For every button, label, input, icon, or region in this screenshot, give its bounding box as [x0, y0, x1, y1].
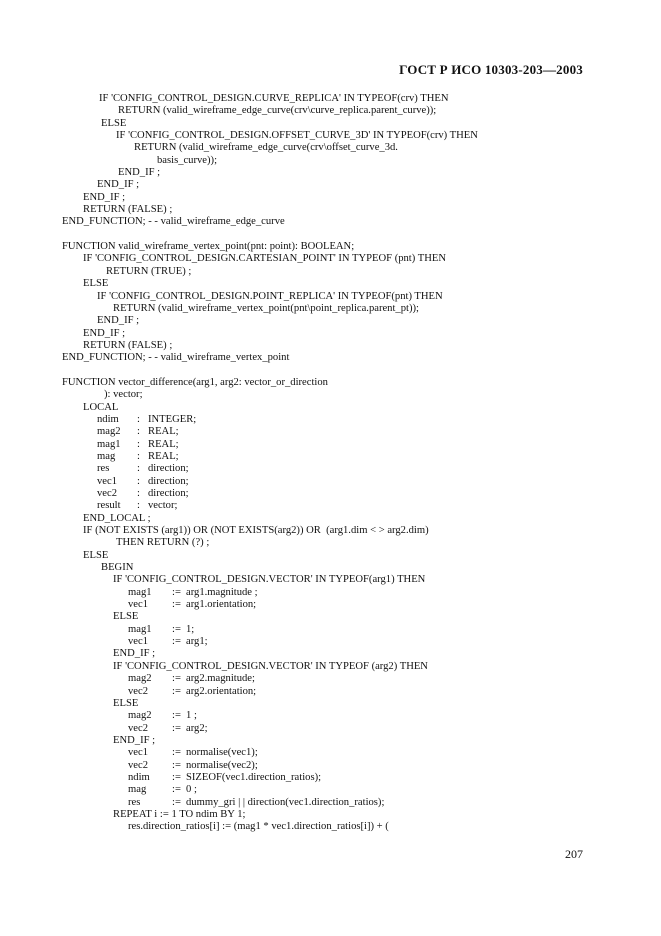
variable-value: REAL; — [148, 426, 179, 438]
variable-name: mag2 — [97, 426, 121, 438]
code-line — [0, 587, 661, 599]
code-text: END_IF ; — [113, 734, 156, 746]
assignment-operator: : — [137, 488, 140, 499]
code-text: END_IF ; — [113, 648, 156, 660]
code-line — [0, 760, 661, 772]
assignment-operator: := — [172, 685, 181, 697]
code-line — [0, 661, 661, 673]
variable-name: mag — [97, 450, 116, 462]
variable-name: vec1 — [97, 475, 117, 487]
code-line — [0, 624, 661, 636]
code-line — [0, 389, 661, 401]
variable-value: direction; — [148, 475, 189, 487]
code-text: ELSE — [101, 117, 127, 129]
code-line — [0, 599, 661, 611]
code-text: END_FUNCTION; - - valid_wireframe_edge_curve — [62, 216, 285, 228]
code-line — [0, 525, 661, 537]
variable-value: arg1.magnitude ; — [186, 586, 258, 598]
assignment-operator: := — [172, 771, 181, 783]
code-line — [0, 291, 661, 303]
variable-name: vec1 — [128, 636, 148, 648]
code-text: RETURN (FALSE) ; — [83, 339, 173, 351]
code-line — [0, 402, 661, 414]
code-line — [0, 315, 661, 327]
code-text: IF 'CONFIG_CONTROL_DESIGN.CURVE_REPLICA' IN TYPEOF(crv) THEN — [99, 93, 449, 104]
code-line — [0, 426, 661, 438]
assignment-operator: := — [172, 759, 181, 771]
code-line — [0, 809, 661, 821]
code-text: END_IF ; — [83, 327, 126, 339]
assignment-operator: := — [172, 599, 181, 611]
code-line — [0, 179, 661, 191]
code-text: RETURN (valid_wireframe_edge_curve(crv\curve_replica.parent_curve)); — [118, 105, 437, 117]
variable-name: vec2 — [128, 685, 148, 697]
code-text: REPEAT i := 1 TO ndim BY 1; — [113, 808, 246, 820]
variable-name: mag1 — [128, 623, 152, 635]
variable-value: arg1; — [186, 636, 208, 648]
code-text: ELSE — [83, 278, 109, 290]
code-line — [0, 118, 661, 130]
code-line — [0, 142, 661, 154]
variable-name: vec2 — [128, 759, 148, 771]
code-line — [0, 772, 661, 784]
code-line — [0, 784, 661, 796]
code-text: basis_curve)); — [157, 154, 218, 166]
assignment-operator: := — [172, 796, 181, 808]
code-text: RETURN (FALSE) ; — [83, 204, 173, 216]
code-line — [0, 673, 661, 685]
code-line — [0, 377, 661, 389]
code-text: res.direction_ratios[i] := (mag1 * vec1.direction_ratios[i]) + ( — [128, 821, 389, 833]
assignment-operator: : — [137, 438, 140, 450]
code-line — [0, 278, 661, 290]
variable-value: dummy_gri | | direction(vec1.direction_ratios); — [186, 796, 385, 808]
code-text: END_IF ; — [118, 167, 161, 179]
code-text: IF 'CONFIG_CONTROL_DESIGN.OFFSET_CURVE_3D' IN TYPEOF(crv) THEN — [116, 130, 478, 142]
code-line — [0, 241, 661, 253]
variable-name: result — [97, 500, 121, 512]
code-line — [0, 686, 661, 698]
variable-value: 1; — [186, 623, 195, 635]
code-line — [0, 253, 661, 265]
assignment-operator: : — [137, 450, 140, 462]
code-line — [0, 328, 661, 340]
code-line — [0, 611, 661, 623]
page-number: 207 — [565, 847, 583, 861]
variable-value: normalise(vec2); — [186, 759, 258, 771]
code-line — [0, 537, 661, 549]
code-text: IF 'CONFIG_CONTROL_DESIGN.CARTESIAN_POINT' IN TYPEOF (pnt) THEN — [83, 253, 446, 265]
variable-name: ndim — [97, 413, 119, 425]
assignment-operator: := — [172, 636, 181, 648]
code-line — [0, 155, 661, 167]
code-line — [0, 414, 661, 426]
code-listing — [0, 93, 661, 834]
code-text: ELSE — [113, 611, 139, 623]
variable-name: res — [128, 796, 141, 808]
variable-value: INTEGER; — [148, 413, 197, 425]
code-text: THEN RETURN (?) ; — [116, 537, 210, 549]
variable-name: ndim — [128, 771, 150, 783]
assignment-operator: := — [172, 784, 181, 796]
variable-value: REAL; — [148, 450, 179, 462]
assignment-operator: : — [137, 426, 140, 438]
variable-value: arg2.orientation; — [186, 685, 257, 697]
variable-name: vec2 — [128, 722, 148, 734]
code-text: IF 'CONFIG_CONTROL_DESIGN.VECTOR' IN TYPEOF (arg2) THEN — [113, 660, 428, 672]
variable-name: vec1 — [128, 747, 148, 759]
code-line — [0, 500, 661, 512]
code-line — [0, 192, 661, 204]
code-text: FUNCTION valid_wireframe_vertex_point(pnt: point): BOOLEAN; — [62, 241, 355, 253]
code-line — [0, 723, 661, 735]
code-text: ELSE — [83, 549, 109, 561]
code-text: ): vector; — [104, 389, 143, 401]
code-line — [0, 340, 661, 352]
code-line — [0, 93, 661, 105]
blank-line — [0, 229, 661, 241]
assignment-operator: := — [172, 722, 181, 734]
blank-line — [0, 365, 661, 377]
code-text: END_IF ; — [97, 315, 140, 327]
code-line — [0, 636, 661, 648]
code-text: ELSE — [113, 697, 139, 709]
variable-value: direction; — [148, 488, 189, 499]
variable-value: 0 ; — [186, 784, 197, 796]
assignment-operator: := — [172, 673, 181, 685]
variable-name: res — [97, 463, 110, 475]
code-line — [0, 130, 661, 142]
variable-value: direction; — [148, 463, 189, 475]
code-text: RETURN (TRUE) ; — [106, 265, 192, 277]
code-text: RETURN (valid_wireframe_vertex_point(pnt\point_replica.parent_pt)); — [113, 302, 419, 314]
code-line — [0, 797, 661, 809]
code-line — [0, 648, 661, 660]
code-text: IF 'CONFIG_CONTROL_DESIGN.VECTOR' IN TYPEOF(arg1) THEN — [113, 574, 426, 586]
code-line — [0, 105, 661, 117]
code-line — [0, 488, 661, 500]
variable-value: SIZEOF(vec1.direction_ratios); — [186, 771, 322, 783]
variable-value: 1 ; — [186, 710, 197, 722]
assignment-operator: := — [172, 623, 181, 635]
variable-name: mag1 — [97, 438, 121, 450]
assignment-operator: := — [172, 747, 181, 759]
variable-name: mag — [128, 784, 147, 796]
variable-value: normalise(vec1); — [186, 747, 258, 759]
variable-value: arg1.orientation; — [186, 599, 257, 611]
code-text: END_LOCAL ; — [83, 512, 151, 524]
variable-name: mag2 — [128, 673, 152, 685]
variable-name: vec1 — [128, 599, 148, 611]
assignment-operator: := — [172, 586, 181, 598]
variable-value: REAL; — [148, 438, 179, 450]
variable-value: vector; — [148, 500, 178, 512]
variable-name: vec2 — [97, 488, 117, 499]
code-text: BEGIN — [101, 562, 134, 574]
assignment-operator: : — [137, 413, 140, 425]
code-line — [0, 562, 661, 574]
code-line — [0, 266, 661, 278]
code-line — [0, 352, 661, 364]
code-line — [0, 303, 661, 315]
code-text: END_FUNCTION; - - valid_wireframe_vertex_point — [62, 352, 290, 364]
code-line — [0, 463, 661, 475]
code-line — [0, 513, 661, 525]
code-text: LOCAL — [83, 401, 119, 413]
code-line — [0, 476, 661, 488]
document-header: ГОСТ Р ИСО 10303-203—2003 — [399, 62, 583, 77]
code-line — [0, 451, 661, 463]
assignment-operator: : — [137, 500, 140, 512]
code-line — [0, 574, 661, 586]
code-text: END_IF ; — [83, 191, 126, 203]
code-text: END_IF ; — [97, 179, 140, 191]
code-text: IF (NOT EXISTS (arg1)) OR (NOT EXISTS(arg2)) OR (arg1.dim < > arg2.dim) — [83, 525, 429, 537]
assignment-operator: := — [172, 710, 181, 722]
variable-name: mag2 — [128, 710, 152, 722]
code-line — [0, 167, 661, 179]
code-text: IF 'CONFIG_CONTROL_DESIGN.POINT_REPLICA' IN TYPEOF(pnt) THEN — [97, 290, 443, 302]
code-line — [0, 439, 661, 451]
variable-name: mag1 — [128, 586, 152, 598]
code-line — [0, 550, 661, 562]
variable-value: arg2; — [186, 722, 208, 734]
code-line — [0, 747, 661, 759]
code-line — [0, 710, 661, 722]
code-text: RETURN (valid_wireframe_edge_curve(crv\offset_curve_3d. — [134, 142, 398, 154]
code-line — [0, 204, 661, 216]
variable-value: arg2.magnitude; — [186, 673, 255, 685]
code-line — [0, 216, 661, 228]
assignment-operator: : — [137, 475, 140, 487]
code-text: FUNCTION vector_difference(arg1, arg2: vector_or_direction — [62, 376, 328, 388]
code-line — [0, 698, 661, 710]
code-line — [0, 821, 661, 833]
code-line — [0, 735, 661, 747]
assignment-operator: : — [137, 463, 140, 475]
